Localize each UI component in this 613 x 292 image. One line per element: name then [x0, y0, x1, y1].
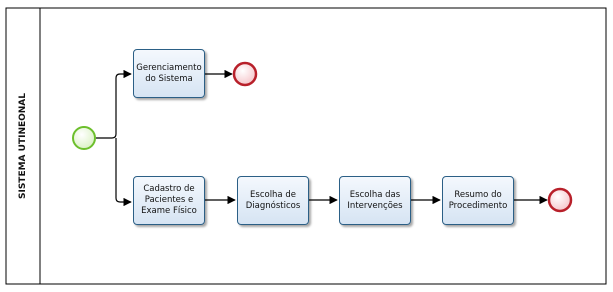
flow-start-to-gerenciamento: [96, 74, 131, 138]
end-event-procedimento: [549, 189, 571, 211]
task-escolha-das-intervencoes: Escolha das Intervenções: [339, 176, 411, 225]
task-resumo-do-procedimento: Resumo do Procedimento: [442, 176, 514, 225]
end-event-gerenciamento: [234, 63, 256, 85]
lane-label: [6, 8, 40, 284]
task-gerenciamento-do-sistema: Gerenciamento do Sistema: [133, 49, 205, 98]
start-event: [73, 127, 95, 149]
task-escolha-de-diagnosticos: Escolha de Diagnósticos: [237, 176, 309, 225]
task-cadastro-de-pacientes: Cadastro de Pacientes e Exame Físico: [133, 176, 205, 225]
flow-start-to-cadastro: [116, 138, 131, 202]
pool-border: [6, 8, 606, 284]
lane-label-text: SISTEMA UTINEONAL: [18, 92, 29, 200]
